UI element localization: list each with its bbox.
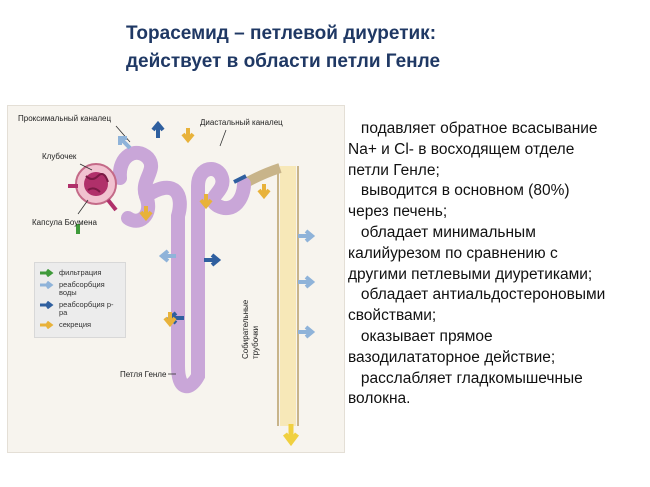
arrow-reabsorption-1 (153, 124, 163, 138)
legend-item-filtration (39, 269, 121, 277)
label-distal-tubule: Диастальный каналец (200, 118, 283, 127)
title-line-2: действует в области петли Генле (126, 51, 441, 72)
arrow-secretion-1 (183, 128, 193, 140)
description-line: Na+ и Cl- в восходящем отделе (348, 140, 575, 158)
description-line: через печень; (348, 203, 448, 221)
arrow-water-3 (298, 277, 312, 287)
legend-arrow-icon (39, 269, 55, 277)
arrow-water-1 (120, 138, 130, 148)
description-line: петли Генле; (348, 161, 440, 179)
label-collecting-ducts (241, 300, 261, 359)
legend-label: секреция (59, 320, 92, 329)
legend-label: фильтрация (59, 268, 102, 277)
description-line: волокна. (348, 390, 411, 408)
legend-item-water (39, 281, 121, 297)
arrow-water-4 (298, 327, 312, 337)
title-line-1: Торасемид – петлевой диуретик: (126, 23, 437, 44)
loop-of-henle (146, 169, 244, 386)
label-bowman-capsule: Капсула Боумена (32, 218, 97, 227)
label-loop-of-henle: Петля Генле (120, 370, 167, 379)
description-line: оказывает прямое (348, 327, 493, 345)
description-line: подавляет обратное всасывание (348, 120, 598, 137)
leader-capsule (78, 200, 88, 214)
arrow-reabsorption-2 (204, 255, 218, 265)
description-line: другими петлевыми диуретиками; (348, 265, 593, 283)
slide-title (126, 20, 626, 76)
legend-item-secretion (39, 321, 121, 329)
arrow-urine (285, 424, 297, 442)
description-line: калийурезом по сравнению с (348, 244, 558, 262)
legend (34, 262, 126, 338)
description-line: свойствами; (348, 307, 437, 325)
description-text (348, 119, 648, 410)
description-line: обладает минимальным (348, 223, 536, 241)
collecting-line-1: Собирательные (241, 299, 250, 359)
legend-label: реабсорбция р-ра (59, 300, 114, 317)
legend-arrow-icon (39, 321, 55, 329)
label-proximal-tubule: Проксимальный каналец (18, 114, 112, 123)
legend-label: реабсорбция воды (59, 280, 105, 297)
legend-item-solute (39, 301, 121, 317)
legend-arrow-icon (39, 281, 55, 289)
collecting-duct (280, 166, 296, 426)
label-glomerulus: Клубочек (42, 152, 77, 161)
collecting-line-2: трубочки (251, 325, 260, 359)
arrow-secretion-4 (259, 184, 269, 196)
description-line: выводится в основном (80%) (348, 182, 570, 200)
nephron-diagram (7, 105, 345, 453)
description-line: обладает антиальдостероновыми (348, 286, 606, 304)
leader-distal (220, 130, 226, 146)
description-line: вазодилататорное действие; (348, 348, 556, 366)
arrow-water-2 (298, 231, 312, 241)
description-line: расслабляет гладкомышечные (348, 369, 583, 387)
legend-arrow-icon (39, 301, 55, 309)
